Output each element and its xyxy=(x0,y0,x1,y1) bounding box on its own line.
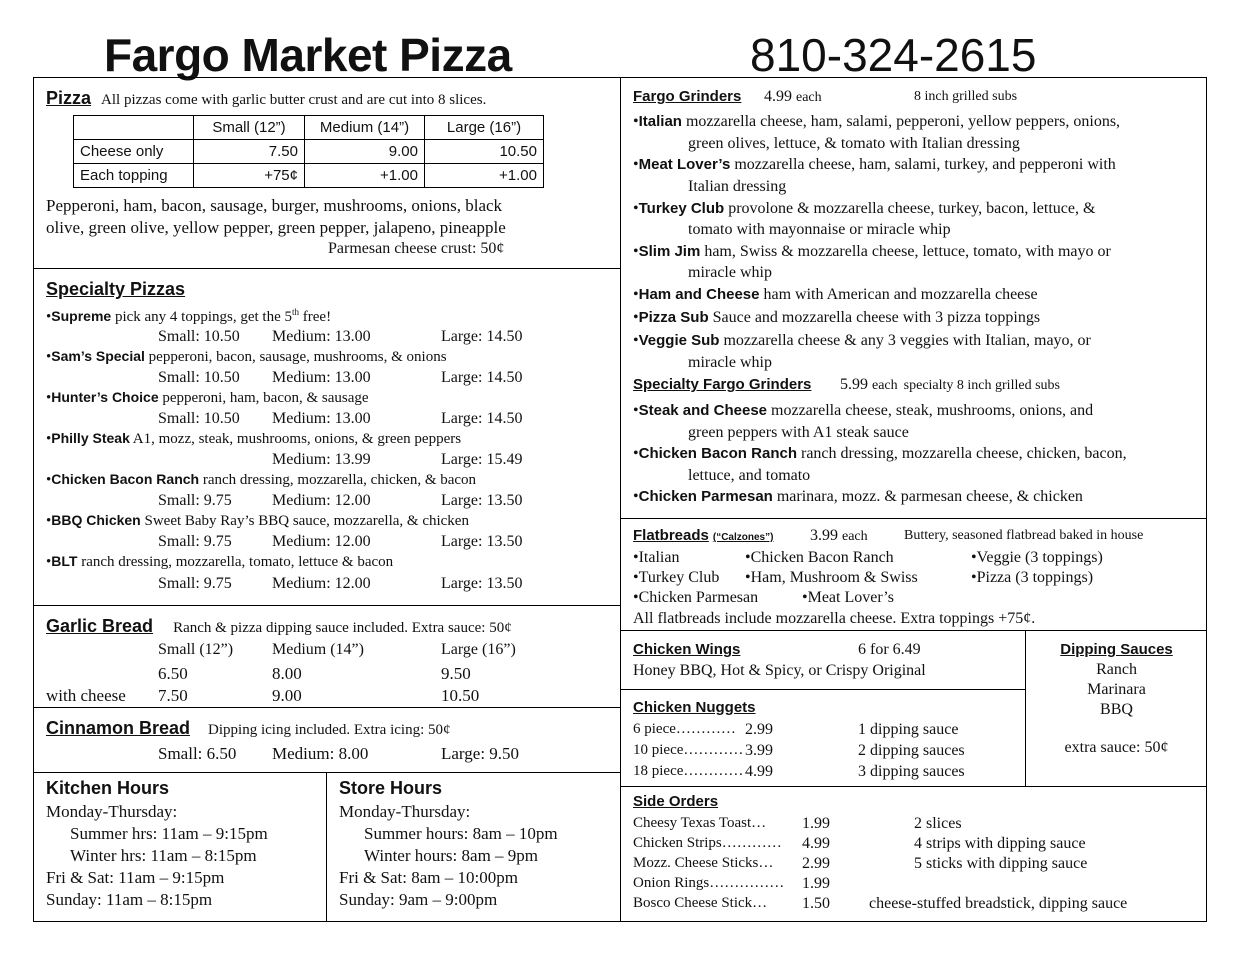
specialty-grinders-note: specialty 8 inch grilled subs xyxy=(903,378,1060,393)
grinders-title: Fargo Grinders xyxy=(633,88,742,105)
specialty-item: •Hunter’s Choice pepperoni, ham, bacon, & sausage xyxy=(46,389,369,406)
each-label: each xyxy=(872,378,898,393)
kitchen-hours-title: Kitchen Hours xyxy=(46,778,170,798)
item-desc: ranch dressing, mozzarella cheese, chicken, bacon, xyxy=(796,445,1127,462)
table-cell: 7.50 xyxy=(194,140,305,164)
specialty-item: •Chicken Bacon Ranch ranch dressing, mozzarella, chicken, & bacon xyxy=(46,471,477,488)
hours-divider xyxy=(326,772,327,922)
item-sup: th xyxy=(292,307,300,317)
grinder-item: •Turkey Club provolone & mozzarella cheese, turkey, bacon, lettuce, & xyxy=(633,200,1096,217)
dipping-sauces-panel xyxy=(1026,641,1207,757)
table-cell: 9.00 xyxy=(305,140,425,164)
grinder-item: •Slim Jim ham, Swiss & mozzarella cheese, lettuce, tomato, with mayo or xyxy=(633,243,1111,260)
flatbreads-price-line xyxy=(810,527,868,545)
price-medium: Medium: 12.00 xyxy=(272,492,371,509)
toppings-line: Pepperoni, ham, bacon, sausage, burger, mushrooms, onions, black xyxy=(46,196,503,215)
with-cheese-label: with cheese xyxy=(46,686,126,705)
side-label: Mozz. Cheese Sticks… xyxy=(633,855,774,871)
price-large: Large: 9.50 xyxy=(441,744,520,763)
item-name: BBQ Chicken xyxy=(51,512,141,528)
price-value: 9.50 xyxy=(441,664,471,683)
nugget-note: 3 dipping sauces xyxy=(858,763,965,780)
hours-line: Winter hrs: 11am – 8:15pm xyxy=(70,846,257,865)
price-medium: Medium: 13.99 xyxy=(272,451,371,468)
grinders-price: 4.99 xyxy=(764,88,792,105)
specialty-item: •Sam’s Special pepperoni, bacon, sausage, mushrooms, & onions xyxy=(46,348,447,365)
nugget-label: 6 piece………… xyxy=(633,721,736,737)
size-label: Medium (14”) xyxy=(272,641,364,658)
flatbreads-title: Flatbreads xyxy=(633,527,709,544)
grinders-note: 8 inch grilled subs xyxy=(914,89,1018,104)
item-name: Turkey Club xyxy=(638,200,725,217)
flatbread-item: •Ham, Mushroom & Swiss xyxy=(745,569,918,586)
hours-line: Winter hours: 8am – 9pm xyxy=(364,846,539,865)
item-desc: mozzarella cheese, ham, salami, pepperoni, yellow peppers, onions, xyxy=(681,113,1121,130)
nugget-label: 10 piece………… xyxy=(633,742,744,758)
price-large: Large: 14.50 xyxy=(441,410,523,427)
size-label: Large (16”) xyxy=(441,641,516,658)
item-desc: pepperoni, bacon, sausage, mushrooms, & onions xyxy=(144,349,447,365)
table-header: Medium (14”) xyxy=(305,116,425,140)
price-medium: Medium: 12.00 xyxy=(272,533,371,550)
specialty-item: •BLT ranch dressing, mozzarella, tomato, lettuce & bacon xyxy=(46,553,394,570)
nugget-price: 3.99 xyxy=(745,742,773,759)
price-value: 10.50 xyxy=(441,686,480,705)
side-price: 1.50 xyxy=(802,895,830,912)
parmesan-crust: Parmesan cheese crust: 50¢ xyxy=(328,240,505,257)
item-desc-cont: green olives, lettuce, & tomato with Italian dressing xyxy=(688,135,1020,152)
side-note: 4 strips with dipping sauce xyxy=(914,835,1086,852)
hours-line: Monday-Thursday: xyxy=(339,802,471,821)
price-medium: Medium: 12.00 xyxy=(272,575,371,592)
cinnamon-bread-header xyxy=(46,718,451,739)
hours-line: Fri & Sat: 11am – 9:15pm xyxy=(46,868,225,887)
hours-line: Monday-Thursday: xyxy=(46,802,178,821)
specialty-grinders-price: 5.99 xyxy=(840,376,868,393)
side-orders-title: Side Orders xyxy=(633,793,719,810)
specialty-grinders-price-line xyxy=(840,376,1060,394)
nugget-note: 1 dipping sauce xyxy=(858,721,959,738)
table-header: Small (12”) xyxy=(194,116,305,140)
price-small: Small: 10.50 xyxy=(158,410,240,427)
wings-price: 6 for 6.49 xyxy=(858,641,921,658)
side-note: cheese-stuffed breadstick, dipping sauce xyxy=(869,895,1128,912)
table-cell: +75¢ xyxy=(194,164,305,188)
price-value: 6.50 xyxy=(158,664,188,683)
item-desc: ranch dressing, mozzarella, tomato, lettuce & bacon xyxy=(77,554,394,570)
divider xyxy=(620,689,1026,690)
divider xyxy=(620,786,1207,787)
specialty-item: •Supreme pick any 4 toppings, get the 5th free! xyxy=(46,307,332,325)
item-desc-cont: tomato with mayonnaise or miracle whip xyxy=(688,221,951,238)
wings-title: Chicken Wings xyxy=(633,641,741,658)
flatbread-item: •Pizza (3 toppings) xyxy=(971,569,1094,586)
hours-line: Fri & Sat: 8am – 10:00pm xyxy=(339,868,518,887)
table-row xyxy=(74,164,544,188)
flatbread-item: •Turkey Club xyxy=(633,569,720,586)
flatbreads-subtitle: (“Calzones”) xyxy=(712,532,774,543)
nuggets-title: Chicken Nuggets xyxy=(633,699,756,716)
grinder-item: •Steak and Cheese mozzarella cheese, steak, mushrooms, onions, and xyxy=(633,402,1094,419)
table-header: Large (16”) xyxy=(425,116,544,140)
toppings-line: olive, green olive, yellow pepper, green pepper, jalapeno, pineapple xyxy=(46,218,506,237)
item-desc: pick any 4 toppings, get the 5 xyxy=(111,309,292,325)
item-name: Veggie Sub xyxy=(638,332,720,349)
dipping-sauces-title: Dipping Sauces xyxy=(1060,641,1173,658)
item-name: Chicken Parmesan xyxy=(638,488,773,505)
price-large: Large: 13.50 xyxy=(441,575,523,592)
flatbread-item: •Chicken Bacon Ranch xyxy=(745,549,894,566)
side-price: 1.99 xyxy=(802,875,830,892)
grinder-item: •Italian mozzarella cheese, ham, salami, pepperoni, yellow peppers, onions, xyxy=(633,113,1121,130)
price-medium: Medium: 13.00 xyxy=(272,410,371,427)
flatbreads-price: 3.99 xyxy=(810,527,838,544)
item-desc-cont: lettuce, and tomato xyxy=(688,467,811,484)
price-small: Small: 9.75 xyxy=(158,533,232,550)
item-desc: Sweet Baby Ray’s BBQ sauce, mozzarella, & chicken xyxy=(140,513,469,529)
divider xyxy=(33,605,621,606)
table-cell: +1.00 xyxy=(305,164,425,188)
item-desc-cont: miracle whip xyxy=(688,354,772,371)
item-name: Steak and Cheese xyxy=(638,402,768,419)
side-price: 1.99 xyxy=(802,815,830,832)
grinder-item: •Ham and Cheese ham with American and mozzarella cheese xyxy=(633,286,1038,303)
price-small: Small: 10.50 xyxy=(158,328,240,345)
item-desc: mozzarella cheese, steak, mushrooms, onions, and xyxy=(767,402,1094,419)
price-value: 7.50 xyxy=(158,686,188,705)
sauce-item: BBQ xyxy=(1100,701,1133,718)
pizza-note: All pizzas come with garlic butter crust and are cut into 8 slices. xyxy=(101,92,487,108)
table-row xyxy=(74,140,544,164)
divider xyxy=(620,518,1207,519)
item-desc: Sauce and mozzarella cheese with 3 pizza toppings xyxy=(708,309,1041,326)
specialty-grinders-title: Specialty Fargo Grinders xyxy=(633,376,812,393)
table-cell: 10.50 xyxy=(425,140,544,164)
side-label: Onion Rings…………… xyxy=(633,875,785,891)
side-price: 2.99 xyxy=(802,855,830,872)
item-desc-cont: miracle whip xyxy=(688,264,772,281)
item-name: Supreme xyxy=(51,308,112,324)
extra-sauce-price: extra sauce: 50¢ xyxy=(1064,739,1169,756)
item-name: Pizza Sub xyxy=(638,309,709,326)
item-desc: A1, mozz, steak, mushrooms, onions, & green peppers xyxy=(129,431,462,447)
price-value: 9.00 xyxy=(272,686,302,705)
restaurant-name: Fargo Market Pizza xyxy=(104,29,512,81)
flatbreads-note: Buttery, seasoned flatbread baked in house xyxy=(904,528,1144,543)
sauce-item: Marinara xyxy=(1087,681,1146,698)
pizza-title: Pizza xyxy=(46,88,92,108)
nugget-price: 4.99 xyxy=(745,763,773,780)
price-medium: Medium: 13.00 xyxy=(272,328,371,345)
table-cell: Cheese only xyxy=(74,140,194,164)
side-label: Bosco Cheese Stick… xyxy=(633,895,768,911)
garlic-bread-header xyxy=(46,616,512,637)
item-name: Philly Steak xyxy=(51,430,130,446)
flatbread-item: •Chicken Parmesan xyxy=(633,589,759,606)
item-desc: ranch dressing, mozzarella, chicken, & bacon xyxy=(199,472,477,488)
grinders-price-line xyxy=(764,88,822,106)
hours-line: Summer hrs: 11am – 9:15pm xyxy=(70,824,268,843)
grinder-item: •Veggie Sub mozzarella cheese & any 3 veggies with Italian, mayo, or xyxy=(633,332,1091,349)
item-desc: mozzarella cheese, ham, salami, turkey, and pepperoni with xyxy=(730,156,1116,173)
cinnamon-bread-note: Dipping icing included. Extra icing: 50¢ xyxy=(208,722,451,738)
grinder-item: •Chicken Bacon Ranch ranch dressing, mozzarella cheese, chicken, bacon, xyxy=(633,445,1127,462)
item-desc: ham with American and mozzarella cheese xyxy=(759,286,1038,303)
cinnamon-bread-title: Cinnamon Bread xyxy=(46,718,191,738)
item-name: Chicken Bacon Ranch xyxy=(51,471,200,487)
side-label: Chicken Strips………… xyxy=(633,835,782,851)
pizza-section xyxy=(46,88,486,109)
price-large: Large: 13.50 xyxy=(441,492,523,509)
flatbread-item: •Veggie (3 toppings) xyxy=(971,549,1103,566)
store-hours-title: Store Hours xyxy=(339,778,443,798)
price-small: Small: 9.75 xyxy=(158,492,232,509)
item-desc: mozzarella cheese & any 3 veggies with Italian, mayo, or xyxy=(719,332,1091,349)
price-small: Small: 10.50 xyxy=(158,369,240,386)
price-value: 8.00 xyxy=(272,664,302,683)
side-label: Cheesy Texas Toast… xyxy=(633,815,767,831)
each-label: each xyxy=(842,529,868,544)
flatbread-item: •Meat Lover’s xyxy=(802,589,894,606)
table-header xyxy=(74,116,194,140)
table-cell: +1.00 xyxy=(425,164,544,188)
nugget-note: 2 dipping sauces xyxy=(858,742,965,759)
item-name: Slim Jim xyxy=(638,243,701,260)
grinder-item: •Meat Lover’s mozzarella cheese, ham, salami, turkey, and pepperoni with xyxy=(633,156,1116,173)
item-desc: marinara, mozz. & parmesan cheese, & chicken xyxy=(772,488,1083,505)
garlic-bread-title: Garlic Bread xyxy=(46,616,154,636)
price-medium: Medium: 8.00 xyxy=(272,744,369,763)
divider xyxy=(33,268,621,269)
price-medium: Medium: 13.00 xyxy=(272,369,371,386)
item-name: Hunter’s Choice xyxy=(51,389,159,405)
table-cell: Each topping xyxy=(74,164,194,188)
price-small: Small: 9.75 xyxy=(158,575,232,592)
garlic-bread-note: Ranch & pizza dipping sauce included. Extra sauce: 50¢ xyxy=(173,620,512,636)
size-label: Small (12”) xyxy=(158,641,234,658)
hours-line: Summer hours: 8am – 10pm xyxy=(364,824,558,843)
item-name: Ham and Cheese xyxy=(638,286,760,303)
item-desc-cont: Italian dressing xyxy=(688,178,787,195)
divider xyxy=(33,772,621,773)
price-large: Large: 15.49 xyxy=(441,451,523,468)
item-desc: ham, Swiss & mozzarella cheese, lettuce, tomato, with mayo or xyxy=(700,243,1111,260)
sauce-item: Ranch xyxy=(1096,661,1137,678)
hours-line: Sunday: 11am – 8:15pm xyxy=(46,890,213,909)
item-name: BLT xyxy=(51,553,78,569)
grinder-item: •Pizza Sub Sauce and mozzarella cheese with 3 pizza toppings xyxy=(633,309,1041,326)
price-large: Large: 13.50 xyxy=(441,533,523,550)
item-desc: free! xyxy=(299,309,332,325)
grinder-item: •Chicken Parmesan marinara, mozz. & parmesan cheese, & chicken xyxy=(633,488,1083,505)
pizza-price-table xyxy=(73,115,544,188)
nugget-label: 18 piece………… xyxy=(633,763,744,779)
item-name: Sam’s Special xyxy=(51,348,145,364)
divider xyxy=(620,630,1207,631)
flatbreads-header xyxy=(633,527,773,545)
price-large: Large: 14.50 xyxy=(441,328,523,345)
price-large: Large: 14.50 xyxy=(441,369,523,386)
phone-number: 810-324-2615 xyxy=(750,29,1037,81)
price-small: Small: 6.50 xyxy=(158,744,237,763)
item-name: Meat Lover’s xyxy=(638,156,731,173)
item-name: Italian xyxy=(638,113,682,130)
side-note: 2 slices xyxy=(914,815,962,832)
side-price: 4.99 xyxy=(802,835,830,852)
nugget-price: 2.99 xyxy=(745,721,773,738)
item-desc: pepperoni, ham, bacon, & sausage xyxy=(158,390,369,406)
item-desc-cont: green peppers with A1 steak sauce xyxy=(688,424,909,441)
specialty-item: •Philly Steak A1, mozz, steak, mushrooms, onions, & green peppers xyxy=(46,430,462,447)
hours-line: Sunday: 9am – 9:00pm xyxy=(339,890,498,909)
specialty-title: Specialty Pizzas xyxy=(46,279,186,299)
flatbreads-footer: All flatbreads include mozzarella cheese. Extra toppings +75¢. xyxy=(633,610,1036,627)
item-name: Chicken Bacon Ranch xyxy=(638,445,797,462)
flatbread-item: •Italian xyxy=(633,549,680,566)
item-desc: provolone & mozzarella cheese, turkey, bacon, lettuce, & xyxy=(724,200,1096,217)
center-divider xyxy=(620,77,621,922)
divider xyxy=(33,707,621,708)
wings-flavors: Honey BBQ, Hot & Spicy, or Crispy Original xyxy=(633,662,926,679)
side-note: 5 sticks with dipping sauce xyxy=(914,855,1088,872)
specialty-item: •BBQ Chicken Sweet Baby Ray’s BBQ sauce, mozzarella, & chicken xyxy=(46,512,469,529)
table-header-row xyxy=(74,116,544,140)
each-label: each xyxy=(796,90,822,105)
